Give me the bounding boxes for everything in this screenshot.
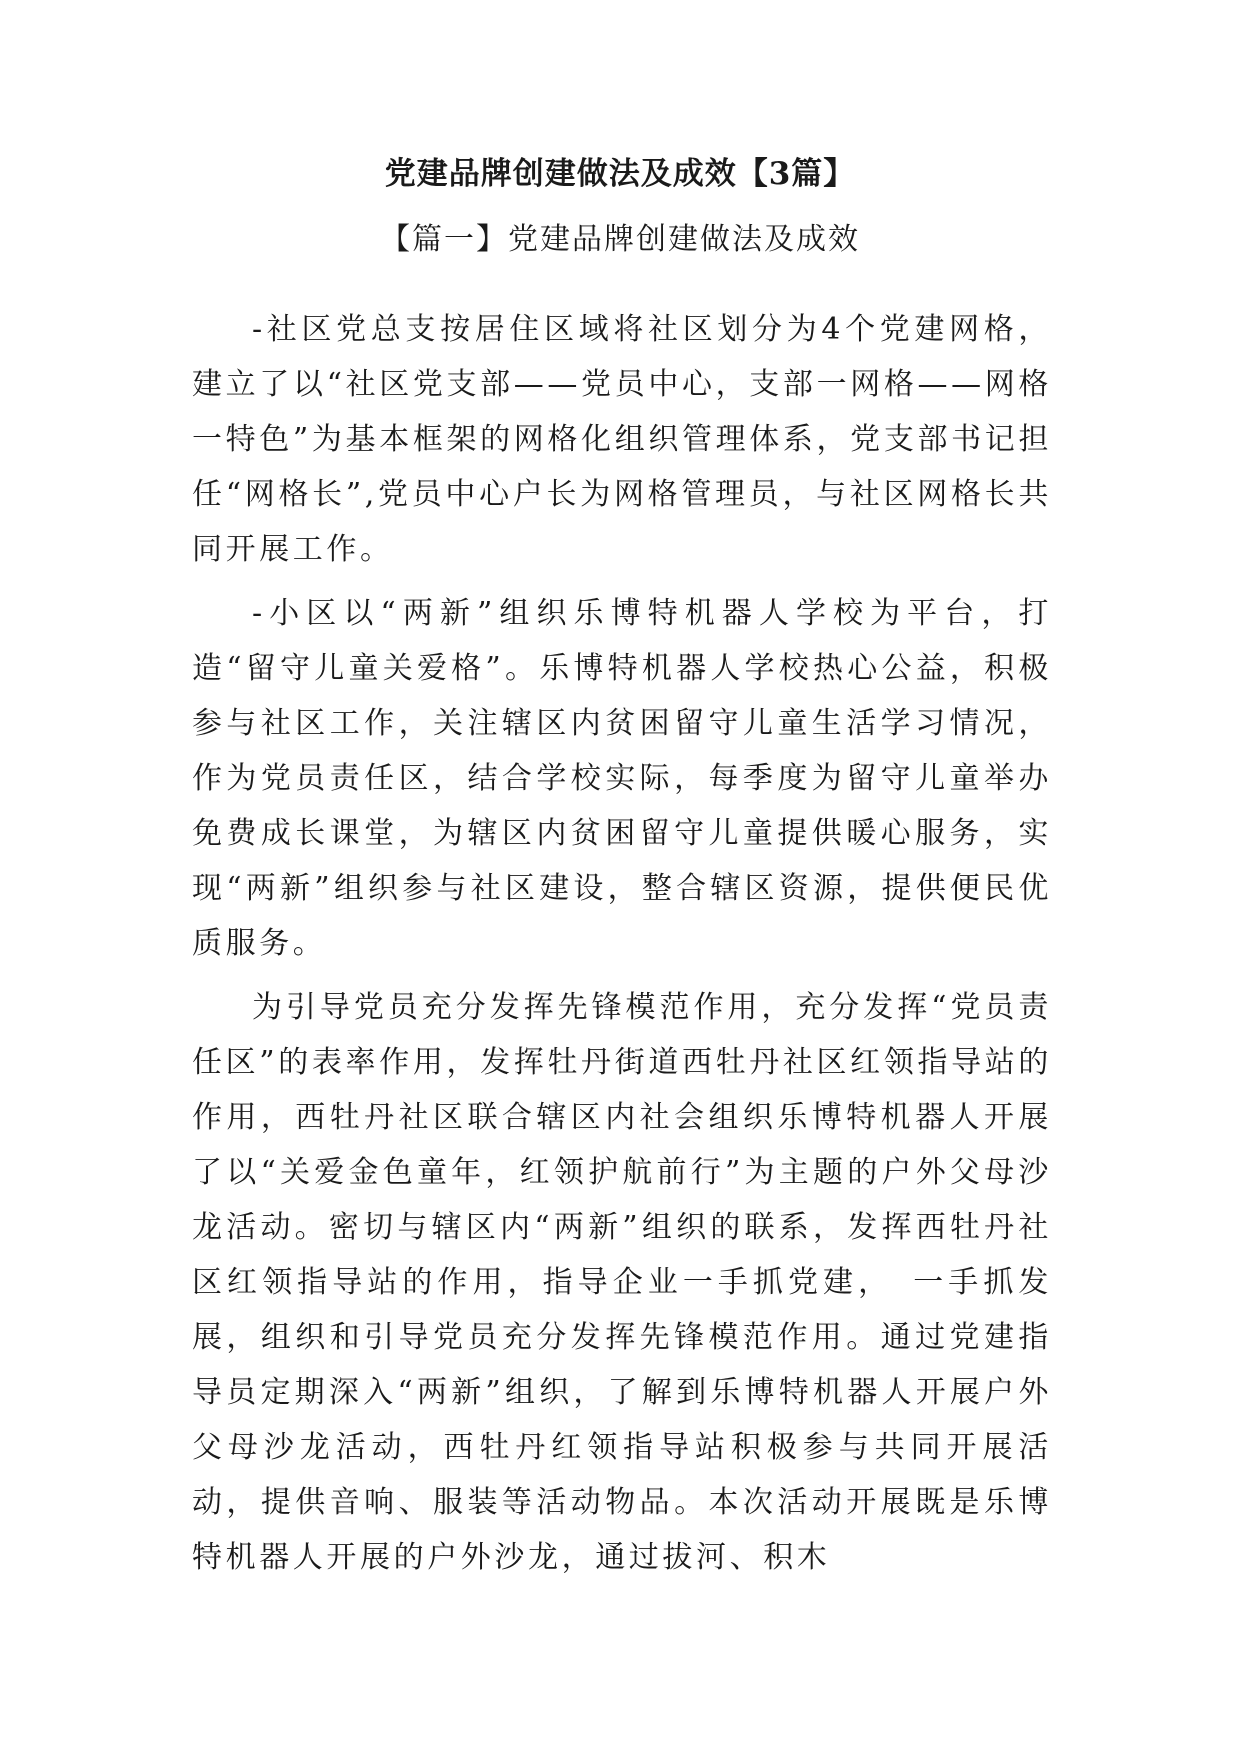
document-title: 党建品牌创建做法及成效【3篇】 [384, 156, 856, 192]
document-subtitle: 【篇一】党建品牌创建做法及成效 [380, 222, 860, 257]
paragraph-2: -小区以“两新”组织乐博特机器人学校为平台，打造“留守儿童关爱格”。乐博特机器人学校热心公益，积极参与社区工作，关注辖区内贫困留守儿童生活学习情况，作为党员责任区，结合学校实际，每季度为留守儿童举办免费成长课堂，为辖区内贫困留守儿童提供暖心服务，实现“两新”组织参与社区建设，整合辖区资源，提供便民优质服务。 [192, 596, 1052, 961]
paragraph-3: 为引导党员充分发挥先锋模范作用，充分发挥“党员责任区”的表率作用，发挥牡丹街道西牡丹社区红领指导站的作用，西牡丹社区联合辖区内社会组织乐博特机器人开展了以“关爱金色童年，红领护航前行”为主题的户外父母沙龙活动。密切与辖区内“两新”组织的联系，发挥西牡丹社区红领指导站的作用，指导企业一手抓党建， 一手抓发展，组织和引导党员充分发挥先锋模范作用。通过党建指导员定期深入“两新”组织，了解到乐博特机器人开展户外父母沙龙活动，西牡丹红领指导站积极参与共同开展活动，提供音响、服装等活动物品。本次活动开展既是乐博特机器人开展的户外沙龙，通过拔河、积木 [192, 990, 1052, 1575]
document-body [192, 302, 1052, 1594]
paragraph-1: -社区党总支按居住区域将社区划分为4个党建网格，建立了以“社区党支部——党员中心，支部一网格——网格一特色”为基本框架的网格化组织管理体系，党支部书记担任“网格长”,党员中心户长为网格管理员，与社区网格长共同开展工作。 [192, 312, 1052, 567]
